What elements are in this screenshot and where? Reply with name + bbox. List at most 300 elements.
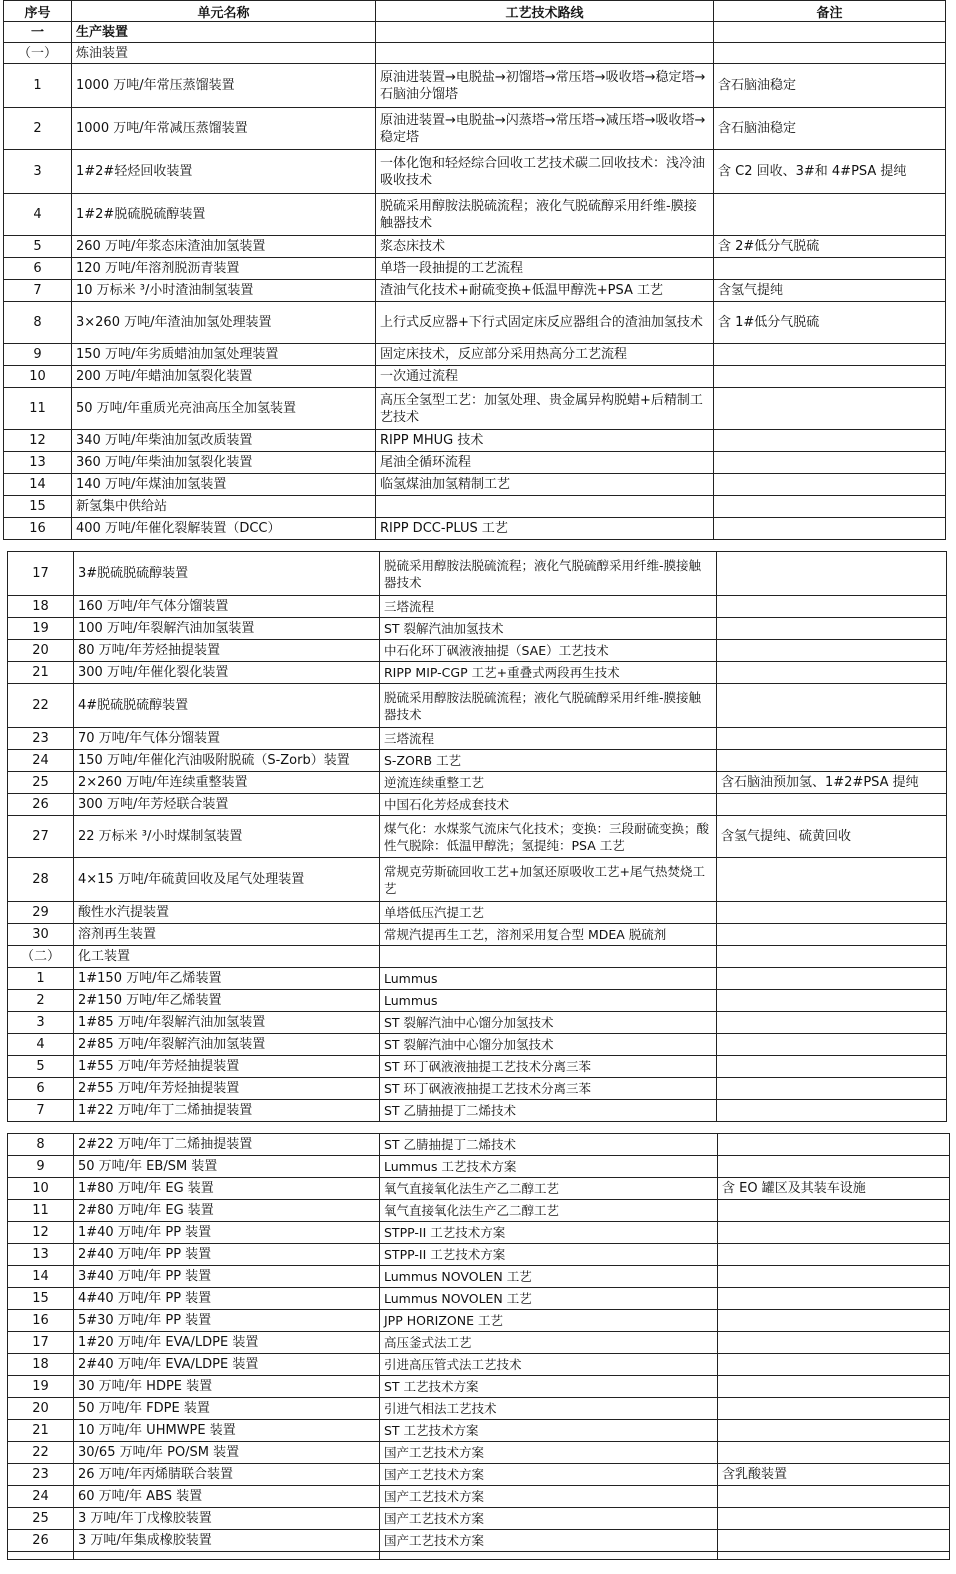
- row-unit-name: 1000 万吨/年常压蒸馏装置: [72, 64, 376, 108]
- row-unit-name: 4#40 万吨/年 PP 装置: [74, 1288, 380, 1310]
- row-unit-name: 1000 万吨/年常减压蒸馏装置: [72, 108, 376, 150]
- row-note: 含 2#低分气脱硫: [714, 236, 946, 258]
- row-no: 16: [8, 1310, 74, 1332]
- table-row: [8, 1222, 950, 1244]
- table-row: [8, 1012, 947, 1034]
- table-row: [8, 750, 947, 772]
- row-tech-route: 国产工艺技术方案: [380, 1508, 718, 1530]
- row-no: 16: [4, 518, 72, 540]
- row-tech-route: 氧气直接氧化法生产乙二醇工艺: [380, 1200, 718, 1222]
- row-no: 6: [8, 1078, 74, 1100]
- row-note: [714, 474, 946, 496]
- row-unit-name: 150 万吨/年催化汽油吸附脱硫（S-Zorb）装置: [74, 750, 380, 772]
- row-unit-name: 400 万吨/年催化裂解装置（DCC）: [72, 518, 376, 540]
- row-tech-route: 逆流连续重整工艺: [380, 772, 717, 794]
- row-unit-name: 1#22 万吨/年丁二烯抽提装置: [74, 1100, 380, 1122]
- row-no: 19: [8, 1376, 74, 1398]
- header-no: 序号: [4, 1, 72, 22]
- table-row: [4, 258, 946, 280]
- row-no: 6: [4, 258, 72, 280]
- row-unit-name: 1#80 万吨/年 EG 装置: [74, 1178, 380, 1200]
- table-row: [8, 1100, 947, 1122]
- row-unit-name: 1#85 万吨/年裂解汽油加氢装置: [74, 1012, 380, 1034]
- table-row: [4, 108, 946, 150]
- row-tech-route: STPP-II 工艺技术方案: [380, 1244, 718, 1266]
- row-unit-name: 3#脱硫脱硫醇装置: [74, 552, 380, 596]
- row-no: 27: [8, 816, 74, 858]
- table-row: [8, 1266, 950, 1288]
- row-no: 26: [8, 1530, 74, 1552]
- table-row: [4, 43, 946, 64]
- row-no: 7: [8, 1100, 74, 1122]
- table-row: [8, 946, 947, 968]
- row-tech-route: RIPP MHUG 技术: [376, 430, 714, 452]
- row-note: [717, 684, 947, 728]
- row-note: [717, 902, 947, 924]
- row-unit-name: 260 万吨/年浆态床渣油加氢装置: [72, 236, 376, 258]
- table-row: [8, 1464, 950, 1486]
- table-row: [8, 968, 947, 990]
- row-unit-name: 160 万吨/年气体分馏装置: [74, 596, 380, 618]
- row-tech-route: S-ZORB 工艺: [380, 750, 717, 772]
- row-no: （一）: [4, 43, 72, 64]
- row-unit-name: 生产装置: [72, 22, 376, 43]
- row-tech-route: 国产工艺技术方案: [380, 1442, 718, 1464]
- empty-cell: [74, 1552, 380, 1560]
- table-row: [4, 302, 946, 344]
- row-note: [717, 1012, 947, 1034]
- row-unit-name: 30 万吨/年 HDPE 装置: [74, 1376, 380, 1398]
- row-no: 5: [4, 236, 72, 258]
- header-tech-route: 工艺技术路线: [376, 1, 714, 22]
- row-tech-route: [380, 946, 717, 968]
- empty-cell: [718, 1552, 950, 1560]
- row-tech-route: 三塔流程: [380, 728, 717, 750]
- row-tech-route: 常规汽提再生工艺，溶剂采用复合型 MDEA 脱硫剂: [380, 924, 717, 946]
- row-unit-name: 1#40 万吨/年 PP 装置: [74, 1222, 380, 1244]
- row-no: 3: [8, 1012, 74, 1034]
- table-row: [4, 280, 946, 302]
- row-note: [717, 552, 947, 596]
- row-tech-route: ST 裂解汽油中心馏分加氢技术: [380, 1034, 717, 1056]
- row-unit-name: 150 万吨/年劣质蜡油加氢处理装置: [72, 344, 376, 366]
- row-tech-route: ST 乙腈抽提丁二烯技术: [380, 1100, 717, 1122]
- row-no: 10: [4, 366, 72, 388]
- row-note: [718, 1398, 950, 1420]
- row-note: [717, 794, 947, 816]
- row-unit-name: 300 万吨/年芳烃联合装置: [74, 794, 380, 816]
- row-tech-route: 固定床技术，反应部分采用热高分工艺流程: [376, 344, 714, 366]
- row-tech-route: STPP-II 工艺技术方案: [380, 1222, 718, 1244]
- row-tech-route: 脱硫采用醇胺法脱硫流程；液化气脱硫醇采用纤维-膜接触器技术: [380, 552, 717, 596]
- row-unit-name: 5#30 万吨/年 PP 装置: [74, 1310, 380, 1332]
- row-tech-route: 高压釜式法工艺: [380, 1332, 718, 1354]
- table-row: [8, 618, 947, 640]
- row-unit-name: 120 万吨/年溶剂脱沥青装置: [72, 258, 376, 280]
- table-row: [4, 474, 946, 496]
- row-note: [717, 858, 947, 902]
- row-no: 2: [4, 108, 72, 150]
- table-row: [8, 1056, 947, 1078]
- row-no: 23: [8, 728, 74, 750]
- row-tech-route: 中石化环丁砜液液抽提（SAE）工艺技术: [380, 640, 717, 662]
- table-row: [8, 1156, 950, 1178]
- row-unit-name: 新氢集中供给站: [72, 496, 376, 518]
- row-unit-name: 1#2#脱硫脱硫醇装置: [72, 194, 376, 236]
- row-note: [717, 1078, 947, 1100]
- row-no: 14: [4, 474, 72, 496]
- row-tech-route: ST 裂解汽油中心馏分加氢技术: [380, 1012, 717, 1034]
- row-no: 17: [8, 1332, 74, 1354]
- row-no: 30: [8, 924, 74, 946]
- row-note: [718, 1376, 950, 1398]
- table-row: [8, 1420, 950, 1442]
- row-no: 1: [8, 968, 74, 990]
- row-unit-name: 300 万吨/年催化裂化装置: [74, 662, 380, 684]
- row-tech-route: 氧气直接氧化法生产乙二醇工艺: [380, 1178, 718, 1200]
- header-unit-name: 单元名称: [72, 1, 376, 22]
- row-no: 28: [8, 858, 74, 902]
- row-tech-route: ST 乙腈抽提丁二烯技术: [380, 1134, 718, 1156]
- row-tech-route: 国产工艺技术方案: [380, 1530, 718, 1552]
- row-unit-name: 2#55 万吨/年芳烃抽提装置: [74, 1078, 380, 1100]
- row-tech-route: RIPP DCC-PLUS 工艺: [376, 518, 714, 540]
- table-row: [4, 452, 946, 474]
- table-row: [8, 1530, 950, 1552]
- row-note: [714, 43, 946, 64]
- row-note: [714, 258, 946, 280]
- row-tech-route: 浆态床技术: [376, 236, 714, 258]
- row-unit-name: 2#22 万吨/年丁二烯抽提装置: [74, 1134, 380, 1156]
- row-no: 18: [8, 596, 74, 618]
- row-note: [718, 1442, 950, 1464]
- row-note: [718, 1134, 950, 1156]
- row-note: [717, 662, 947, 684]
- row-note: [714, 518, 946, 540]
- row-no: 15: [8, 1288, 74, 1310]
- row-tech-route: 一次通过流程: [376, 366, 714, 388]
- table-row: [8, 858, 947, 902]
- row-no: 10: [8, 1178, 74, 1200]
- row-unit-name: 2#85 万吨/年裂解汽油加氢装置: [74, 1034, 380, 1056]
- row-no: 21: [8, 662, 74, 684]
- row-note: [718, 1332, 950, 1354]
- table-row: [8, 552, 947, 596]
- table-row: [8, 1376, 950, 1398]
- table-row: [8, 1288, 950, 1310]
- row-note: 含石脑油预加氢、1#2#PSA 提纯: [717, 772, 947, 794]
- row-note: 含石脑油稳定: [714, 64, 946, 108]
- row-unit-name: 化工装置: [74, 946, 380, 968]
- row-note: [717, 728, 947, 750]
- row-note: [718, 1530, 950, 1552]
- row-tech-route: [376, 43, 714, 64]
- table-row: [4, 366, 946, 388]
- row-tech-route: Lummus 工艺技术方案: [380, 1156, 718, 1178]
- row-unit-name: 1#20 万吨/年 EVA/LDPE 装置: [74, 1332, 380, 1354]
- table-row: [4, 344, 946, 366]
- row-note: [718, 1244, 950, 1266]
- row-note: 含 EO 罐区及其装车设施: [718, 1178, 950, 1200]
- empty-cell: [8, 1552, 74, 1560]
- row-no: 18: [8, 1354, 74, 1376]
- table-row: [8, 1486, 950, 1508]
- row-tech-route: 临氢煤油加氢精制工艺: [376, 474, 714, 496]
- table-row: [8, 662, 947, 684]
- row-tech-route: 尾油全循环流程: [376, 452, 714, 474]
- row-note: [717, 640, 947, 662]
- table-row: [8, 1310, 950, 1332]
- row-note: [714, 452, 946, 474]
- row-unit-name: 50 万吨/年 FDPE 装置: [74, 1398, 380, 1420]
- row-unit-name: 溶剂再生装置: [74, 924, 380, 946]
- row-no: 12: [4, 430, 72, 452]
- row-note: [717, 750, 947, 772]
- row-no: 17: [8, 552, 74, 596]
- table-row: [8, 1078, 947, 1100]
- row-no: 15: [4, 496, 72, 518]
- row-unit-name: 80 万吨/年芳烃抽提装置: [74, 640, 380, 662]
- row-note: [714, 22, 946, 43]
- table-row: [8, 1034, 947, 1056]
- row-unit-name: 2#40 万吨/年 EVA/LDPE 装置: [74, 1354, 380, 1376]
- row-tech-route: [376, 496, 714, 518]
- table-row: [8, 596, 947, 618]
- row-no: 7: [4, 280, 72, 302]
- row-unit-name: 200 万吨/年蜡油加氢裂化装置: [72, 366, 376, 388]
- row-unit-name: 2#80 万吨/年 EG 装置: [74, 1200, 380, 1222]
- row-tech-route: 脱硫采用醇胺法脱硫流程；液化气脱硫醇采用纤维-膜接触器技术: [380, 684, 717, 728]
- row-no: 9: [8, 1156, 74, 1178]
- row-note: [717, 1034, 947, 1056]
- row-no: 8: [8, 1134, 74, 1156]
- row-no: 一: [4, 22, 72, 43]
- row-note: [714, 496, 946, 518]
- row-tech-route: 常规克劳斯硫回收工艺+加氢还原吸收工艺+尾气热焚烧工艺: [380, 858, 717, 902]
- row-no: 14: [8, 1266, 74, 1288]
- row-no: 20: [8, 1398, 74, 1420]
- row-no: 19: [8, 618, 74, 640]
- row-unit-name: 70 万吨/年气体分馏装置: [74, 728, 380, 750]
- row-tech-route: 引进高压管式法工艺技术: [380, 1354, 718, 1376]
- row-unit-name: 酸性水汽提装置: [74, 902, 380, 924]
- row-note: [718, 1420, 950, 1442]
- row-unit-name: 3#40 万吨/年 PP 装置: [74, 1266, 380, 1288]
- table-row: [8, 1508, 950, 1530]
- process-table-part-2: [7, 551, 947, 1122]
- row-tech-route: 原油进装置→电脱盐→闪蒸塔→常压塔→减压塔→吸收塔→稳定塔: [376, 108, 714, 150]
- table-row: [8, 1354, 950, 1376]
- row-tech-route: Lummus NOVOLEN 工艺: [380, 1266, 718, 1288]
- table-row: [8, 990, 947, 1012]
- row-no: 21: [8, 1420, 74, 1442]
- row-no: 9: [4, 344, 72, 366]
- table-row: [4, 64, 946, 108]
- row-unit-name: 340 万吨/年柴油加氢改质装置: [72, 430, 376, 452]
- table-row: [8, 902, 947, 924]
- row-unit-name: 4#脱硫脱硫醇装置: [74, 684, 380, 728]
- row-tech-route: JPP HORIZONE 工艺: [380, 1310, 718, 1332]
- row-unit-name: 4×15 万吨/年硫黄回收及尾气处理装置: [74, 858, 380, 902]
- table-row: [4, 194, 946, 236]
- empty-cell: [380, 1552, 718, 1560]
- row-no: 4: [4, 194, 72, 236]
- table-row: [8, 1178, 950, 1200]
- row-no: 12: [8, 1222, 74, 1244]
- row-unit-name: 50 万吨/年重质光亮油高压全加氢装置: [72, 388, 376, 430]
- row-no: 24: [8, 750, 74, 772]
- row-unit-name: 10 万标米 ³/小时渣油制氢装置: [72, 280, 376, 302]
- header-note: 备注: [714, 1, 946, 22]
- row-tech-route: 单塔低压汽提工艺: [380, 902, 717, 924]
- row-note: 含 1#低分气脱硫: [714, 302, 946, 344]
- row-unit-name: 2#150 万吨/年乙烯装置: [74, 990, 380, 1012]
- row-unit-name: 3×260 万吨/年渣油加氢处理装置: [72, 302, 376, 344]
- row-unit-name: 60 万吨/年 ABS 装置: [74, 1486, 380, 1508]
- table-row: [4, 236, 946, 258]
- row-tech-route: Lummus: [380, 990, 717, 1012]
- row-note: 含氢气提纯、硫黄回收: [717, 816, 947, 858]
- row-tech-route: Lummus: [380, 968, 717, 990]
- row-note: 含 C2 回收、3#和 4#PSA 提纯: [714, 150, 946, 194]
- row-unit-name: 50 万吨/年 EB/SM 装置: [74, 1156, 380, 1178]
- row-note: [714, 430, 946, 452]
- row-unit-name: 1#150 万吨/年乙烯装置: [74, 968, 380, 990]
- row-no: 2: [8, 990, 74, 1012]
- row-no: 22: [8, 1442, 74, 1464]
- table-row-cut: [8, 1552, 950, 1560]
- table-row: [8, 924, 947, 946]
- row-note: [714, 388, 946, 430]
- row-no: 25: [8, 772, 74, 794]
- row-no: 22: [8, 684, 74, 728]
- table-row: [4, 150, 946, 194]
- row-note: 含氢气提纯: [714, 280, 946, 302]
- table-row: [8, 684, 947, 728]
- table-row: [8, 1200, 950, 1222]
- row-note: [718, 1486, 950, 1508]
- row-note: [714, 344, 946, 366]
- row-no: 23: [8, 1464, 74, 1486]
- row-note: [718, 1200, 950, 1222]
- row-no: 26: [8, 794, 74, 816]
- row-tech-route: 原油进装置→电脱盐→初馏塔→常压塔→吸收塔→稳定塔→石脑油分馏塔: [376, 64, 714, 108]
- row-tech-route: 高压全氢型工艺：加氢处理、贵金属异构脱蜡+后精制工艺技术: [376, 388, 714, 430]
- row-tech-route: Lummus NOVOLEN 工艺: [380, 1288, 718, 1310]
- row-tech-route: 中国石化芳烃成套技术: [380, 794, 717, 816]
- row-no: 1: [4, 64, 72, 108]
- row-note: [717, 618, 947, 640]
- row-no: 25: [8, 1508, 74, 1530]
- row-note: [717, 1056, 947, 1078]
- row-no: 11: [8, 1200, 74, 1222]
- row-tech-route: ST 裂解汽油加氢技术: [380, 618, 717, 640]
- row-note: [718, 1508, 950, 1530]
- row-note: [718, 1354, 950, 1376]
- row-no: 3: [4, 150, 72, 194]
- row-unit-name: 2×260 万吨/年连续重整装置: [74, 772, 380, 794]
- row-no: 8: [4, 302, 72, 344]
- row-unit-name: 3 万吨/年丁戊橡胶装置: [74, 1508, 380, 1530]
- row-no: （二）: [8, 946, 74, 968]
- row-note: [718, 1222, 950, 1244]
- row-tech-route: ST 工艺技术方案: [380, 1376, 718, 1398]
- row-unit-name: 1#2#轻烃回收装置: [72, 150, 376, 194]
- row-unit-name: 22 万标米 ³/小时煤制氢装置: [74, 816, 380, 858]
- row-unit-name: 100 万吨/年裂解汽油加氢装置: [74, 618, 380, 640]
- row-tech-route: [376, 22, 714, 43]
- row-tech-route: 国产工艺技术方案: [380, 1464, 718, 1486]
- table-row: [4, 430, 946, 452]
- table-row: [8, 794, 947, 816]
- table-row: [8, 728, 947, 750]
- row-tech-route: 煤气化：水煤浆气流床气化技术；变换：三段耐硫变换；酸性气脱除：低温甲醇洗；氢提纯：PSA 工艺: [380, 816, 717, 858]
- header-row: [4, 1, 946, 22]
- row-note: 含石脑油稳定: [714, 108, 946, 150]
- row-tech-route: ST 环丁砜液液抽提工艺技术分离三苯: [380, 1078, 717, 1100]
- row-tech-route: ST 环丁砜液液抽提工艺技术分离三苯: [380, 1056, 717, 1078]
- row-unit-name: 炼油装置: [72, 43, 376, 64]
- row-note: [717, 1100, 947, 1122]
- table-row: [8, 640, 947, 662]
- row-note: [714, 194, 946, 236]
- row-tech-route: 一体化饱和轻烃综合回收工艺技术碳二回收技术：浅冷油吸收技术: [376, 150, 714, 194]
- table-row: [4, 518, 946, 540]
- row-note: [717, 924, 947, 946]
- row-tech-route: 引进气相法工艺技术: [380, 1398, 718, 1420]
- row-tech-route: RIPP MIP-CGP 工艺+重叠式两段再生技术: [380, 662, 717, 684]
- row-tech-route: 三塔流程: [380, 596, 717, 618]
- row-unit-name: 3 万吨/年集成橡胶装置: [74, 1530, 380, 1552]
- row-tech-route: 渣油气化技术+耐硫变换+低温甲醇洗+PSA 工艺: [376, 280, 714, 302]
- row-unit-name: 360 万吨/年柴油加氢裂化装置: [72, 452, 376, 474]
- row-note: [718, 1310, 950, 1332]
- row-unit-name: 2#40 万吨/年 PP 装置: [74, 1244, 380, 1266]
- table-row: [4, 22, 946, 43]
- table-row: [8, 1134, 950, 1156]
- row-note: [717, 946, 947, 968]
- row-note: [717, 990, 947, 1012]
- table-row: [8, 816, 947, 858]
- table-row: [8, 1442, 950, 1464]
- row-no: 13: [4, 452, 72, 474]
- table-row: [8, 772, 947, 794]
- row-no: 11: [4, 388, 72, 430]
- row-tech-route: 脱硫采用醇胺法脱硫流程；液化气脱硫醇采用纤维-膜接触器技术: [376, 194, 714, 236]
- row-note: [717, 968, 947, 990]
- table-row: [8, 1332, 950, 1354]
- row-unit-name: 1#55 万吨/年芳烃抽提装置: [74, 1056, 380, 1078]
- row-note: [718, 1156, 950, 1178]
- row-tech-route: 国产工艺技术方案: [380, 1486, 718, 1508]
- row-no: 20: [8, 640, 74, 662]
- row-note: [718, 1266, 950, 1288]
- process-table-part-1: [3, 0, 946, 540]
- row-no: 4: [8, 1034, 74, 1056]
- row-no: 13: [8, 1244, 74, 1266]
- row-no: 29: [8, 902, 74, 924]
- row-unit-name: 140 万吨/年煤油加氢装置: [72, 474, 376, 496]
- row-unit-name: 10 万吨/年 UHMWPE 装置: [74, 1420, 380, 1442]
- process-table-part-3: [7, 1133, 950, 1560]
- table-row: [8, 1398, 950, 1420]
- row-no: 24: [8, 1486, 74, 1508]
- row-note: [714, 366, 946, 388]
- table-row: [8, 1244, 950, 1266]
- row-note: [717, 596, 947, 618]
- row-note: [718, 1288, 950, 1310]
- row-note: 含乳酸装置: [718, 1464, 950, 1486]
